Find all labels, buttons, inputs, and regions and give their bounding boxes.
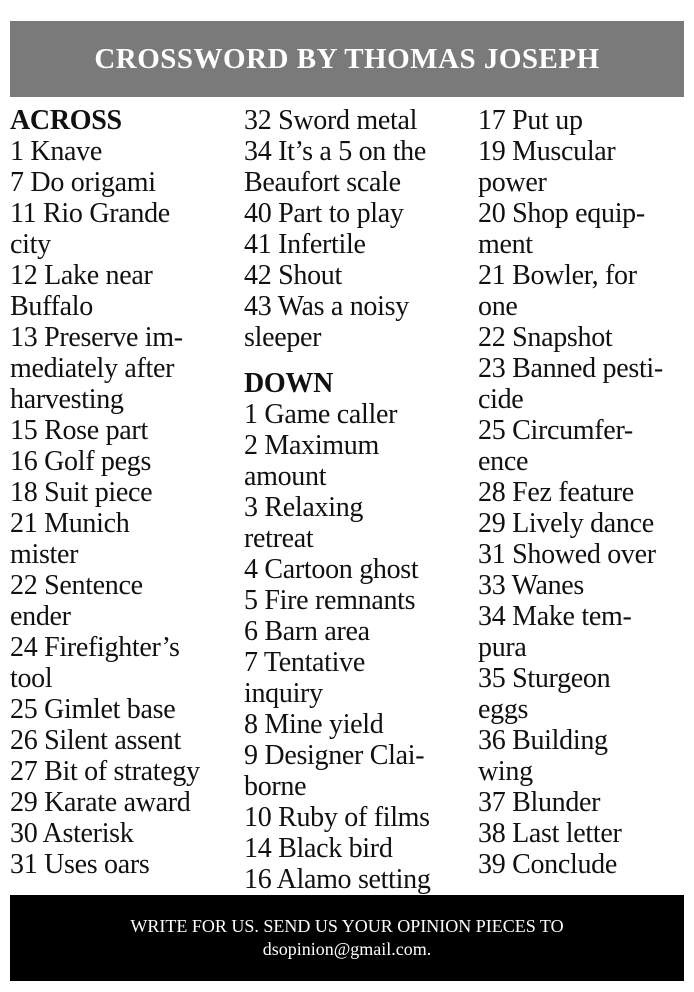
clue-line: 13 Preserve im-: [10, 322, 183, 353]
clue-line: 21 Munich: [10, 508, 130, 539]
clue-line: pura: [478, 632, 527, 663]
clue-line: 27 Bit of strategy: [10, 756, 200, 787]
clue-line: tool: [10, 663, 53, 694]
clue-line: 10 Ruby of films: [244, 802, 430, 833]
clue-line: 29 Karate award: [10, 787, 191, 818]
clue-line: sleeper: [244, 322, 322, 353]
clue-line: retreat: [244, 523, 314, 554]
clue-line: mister: [10, 539, 79, 570]
clue-line: 35 Sturgeon: [478, 663, 611, 694]
clue-line: harvesting: [10, 384, 124, 415]
clue-line: 29 Lively dance: [478, 508, 654, 539]
clue-line: 25 Gimlet base: [10, 694, 176, 725]
clue-line: 28 Fez feature: [478, 477, 634, 508]
clue-line: eggs: [478, 694, 529, 725]
clue-line: 25 Circumfer-: [478, 415, 633, 446]
clue-line: 16 Golf pegs: [10, 446, 152, 477]
clue-line: 32 Sword metal: [244, 105, 418, 136]
clue-line: 39 Conclude: [478, 849, 618, 880]
clue-line: 33 Wanes: [478, 570, 585, 601]
clue-column-1: [10, 105, 238, 880]
clue-line: 7 Tentative: [244, 647, 365, 678]
clue-line: wing: [478, 756, 533, 787]
clue-line: inquiry: [244, 678, 323, 709]
clue-line: 6 Barn area: [244, 616, 370, 647]
clue-line: 7 Do origami: [10, 167, 156, 198]
clue-line: 43 Was a noisy: [244, 291, 409, 322]
crossword-title: CROSSWORD BY THOMAS JOSEPH: [94, 42, 600, 75]
clue-line: borne: [244, 771, 307, 802]
clue-line: 24 Firefighter’s: [10, 632, 180, 663]
down-clue-list-part-1: [244, 399, 474, 895]
clue-line: 34 Make tem-: [478, 601, 632, 632]
crossword-title-banner: [10, 21, 684, 97]
clue-line: 4 Cartoon ghost: [244, 554, 419, 585]
clue-line: city: [10, 229, 51, 260]
clue-line: 12 Lake near: [10, 260, 153, 291]
clue-line: Beaufort scale: [244, 167, 401, 198]
clue-line: ence: [478, 446, 529, 477]
clue-line: 2 Maximum: [244, 430, 379, 461]
clue-column-2: [244, 105, 474, 895]
clue-line: ender: [10, 601, 71, 632]
clue-line: cide: [478, 384, 524, 415]
clue-line: power: [478, 167, 547, 198]
clue-line: one: [478, 291, 518, 322]
clue-line: 16 Alamo setting: [244, 864, 431, 895]
clue-line: 20 Shop equip-: [478, 198, 645, 229]
clue-line: 26 Silent assent: [10, 725, 181, 756]
footer-call-to-action: WRITE FOR US. SEND US YOUR OPINION PIECES TO: [130, 916, 564, 936]
clue-line: 19 Muscular: [478, 136, 616, 167]
clue-line: 1 Game caller: [244, 399, 398, 430]
across-clue-list-part-2: [244, 105, 474, 353]
clue-line: 3 Relaxing: [244, 492, 364, 523]
clue-line: 40 Part to play: [244, 198, 404, 229]
clue-line: 17 Put up: [478, 105, 583, 136]
clue-line: 36 Building: [478, 725, 608, 756]
clue-line: 37 Blunder: [478, 787, 601, 818]
clue-line: 31 Uses oars: [10, 849, 150, 880]
clue-column-3: [478, 105, 688, 880]
clue-line: 11 Rio Grande: [10, 198, 170, 229]
clue-line: 22 Snapshot: [478, 322, 613, 353]
clue-line: 5 Fire remnants: [244, 585, 416, 616]
section-gap: [244, 353, 474, 368]
clue-line: 22 Sentence: [10, 570, 143, 601]
clue-line: amount: [244, 461, 327, 492]
clue-line: 30 Asterisk: [10, 818, 134, 849]
footer-banner: [10, 895, 684, 981]
clue-line: 15 Rose part: [10, 415, 148, 446]
clue-columns: [10, 105, 684, 895]
clue-line: ment: [478, 229, 533, 260]
clue-line: mediately after: [10, 353, 175, 384]
footer-email[interactable]: dsopinion@gmail.com.: [262, 939, 432, 959]
clue-line: 21 Bowler, for: [478, 260, 637, 291]
clue-line: 9 Designer Clai-: [244, 740, 425, 771]
clue-line: 1 Knave: [10, 136, 102, 167]
across-heading: ACROSS: [10, 105, 122, 136]
clue-line: 14 Black bird: [244, 833, 393, 864]
clue-line: 41 Infertile: [244, 229, 366, 260]
clue-line: 42 Shout: [244, 260, 342, 291]
clue-line: 23 Banned pesti-: [478, 353, 663, 384]
clue-line: 8 Mine yield: [244, 709, 384, 740]
clue-line: 34 It’s a 5 on the: [244, 136, 427, 167]
clue-line: Buffalo: [10, 291, 93, 322]
clue-line: 18 Suit piece: [10, 477, 153, 508]
down-heading: DOWN: [244, 368, 334, 399]
down-clue-list-part-2: [478, 105, 688, 880]
across-clue-list-part-1: [10, 136, 238, 880]
clue-line: 31 Showed over: [478, 539, 656, 570]
clue-line: 38 Last letter: [478, 818, 622, 849]
